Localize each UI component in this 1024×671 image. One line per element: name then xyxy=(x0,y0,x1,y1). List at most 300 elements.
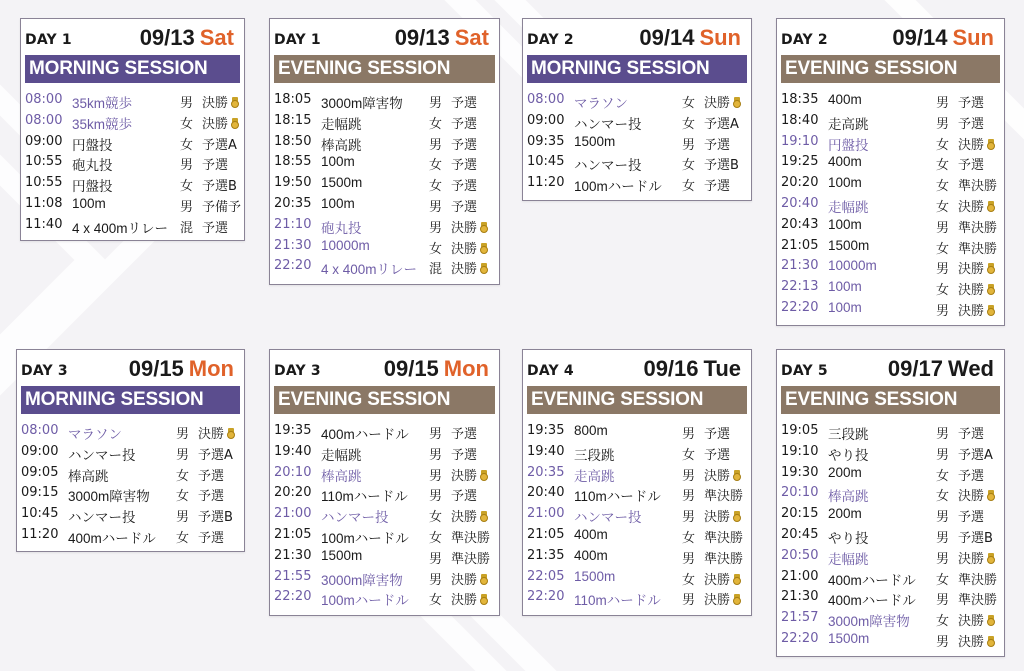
schedule-card-day4-evening xyxy=(522,349,752,616)
gold-medal-icon xyxy=(986,263,996,275)
event-round xyxy=(198,465,224,484)
event-time: 10:55 xyxy=(25,175,63,191)
session-banner: MORNING SESSION xyxy=(25,55,240,83)
event-round-text: 決勝 xyxy=(958,489,985,505)
schedule-card-day2-evening xyxy=(776,18,1005,326)
event-row xyxy=(523,131,751,152)
event-round xyxy=(958,92,984,111)
event-gender: 女 xyxy=(936,199,950,215)
event-row xyxy=(270,235,499,256)
event-round-text: 予選 xyxy=(958,427,985,442)
event-round-text: 準決勝 xyxy=(958,241,998,257)
event-gender: 男 xyxy=(936,447,950,463)
event-time: 20:10 xyxy=(274,464,312,480)
event-name: やり投 xyxy=(828,530,869,546)
event-row xyxy=(17,503,244,524)
event-gender: 男 xyxy=(429,468,443,484)
gold-medal-icon xyxy=(479,222,489,234)
event-row xyxy=(777,172,1004,193)
schedule-card-day5-evening xyxy=(776,349,1005,657)
event-round-text: 予選 xyxy=(958,510,985,526)
event-round-text: 準決勝 xyxy=(958,220,998,236)
event-time: 19:05 xyxy=(781,423,819,438)
event-gender: 男 xyxy=(180,158,194,174)
event-list xyxy=(21,83,244,235)
event-name: ハンマー投 xyxy=(68,510,136,526)
event-time: 09:15 xyxy=(21,485,59,501)
event-time: 08:00 xyxy=(21,423,59,438)
event-gender: 女 xyxy=(429,158,443,174)
event-time: 19:30 xyxy=(781,464,819,480)
day-label: DAY 4 xyxy=(527,363,574,379)
event-round-text: 準決勝 xyxy=(451,551,491,567)
event-row xyxy=(523,420,751,441)
event-round xyxy=(704,154,739,173)
event-row xyxy=(523,441,751,462)
event-round xyxy=(451,113,477,132)
event-round xyxy=(202,113,240,132)
date-text: 09/16 xyxy=(643,356,699,381)
event-row xyxy=(523,524,751,545)
session-banner: EVENING SESSION xyxy=(781,55,1000,83)
event-name: 400mハードル xyxy=(321,427,409,442)
event-round xyxy=(958,113,984,132)
event-row xyxy=(270,482,499,503)
event-round-text: 決勝 xyxy=(704,96,731,111)
weekday-text: Wed xyxy=(947,356,994,381)
event-time: 22:20 xyxy=(274,258,312,274)
event-name: 1500m xyxy=(321,175,363,191)
weekday-text: Sat xyxy=(454,25,489,50)
event-round xyxy=(704,506,742,525)
event-name: 砲丸投 xyxy=(321,220,362,236)
event-name: マラソン xyxy=(68,427,122,442)
event-name: 100m xyxy=(828,216,862,232)
event-row xyxy=(270,89,499,110)
event-round-text: 予選A xyxy=(704,116,739,132)
event-time: 22:20 xyxy=(781,299,819,315)
event-row xyxy=(17,441,244,462)
event-row xyxy=(270,503,499,524)
event-name: 35km競歩 xyxy=(72,96,133,111)
event-time: 19:35 xyxy=(274,423,312,438)
event-time: 20:45 xyxy=(781,526,819,542)
gold-medal-icon xyxy=(230,97,240,109)
event-list xyxy=(523,414,751,607)
event-name: ハンマー投 xyxy=(574,116,642,132)
day-label: DAY 5 xyxy=(781,363,828,379)
event-round xyxy=(451,569,489,588)
event-round-text: 準決勝 xyxy=(958,593,998,609)
gold-medal-icon xyxy=(986,139,996,151)
event-row xyxy=(777,235,1004,256)
event-round-text: 予選 xyxy=(451,158,478,174)
event-time: 20:10 xyxy=(781,485,819,501)
event-gender: 男 xyxy=(429,572,443,588)
event-time: 18:35 xyxy=(781,92,819,107)
event-name: 走幅跳 xyxy=(828,551,869,567)
event-gender: 女 xyxy=(429,593,443,609)
event-list xyxy=(270,83,499,276)
event-gender: 女 xyxy=(682,116,696,132)
event-time: 20:20 xyxy=(781,175,819,191)
event-time: 21:00 xyxy=(274,506,312,522)
event-time: 21:30 xyxy=(781,258,819,274)
gold-medal-icon xyxy=(479,511,489,523)
event-round xyxy=(958,134,996,153)
event-round xyxy=(704,175,730,194)
card-header xyxy=(777,350,1004,386)
event-name: 円盤投 xyxy=(72,179,113,195)
event-time: 19:50 xyxy=(274,175,312,191)
event-name: 1500m xyxy=(574,568,616,584)
event-row xyxy=(270,255,499,276)
gold-medal-icon xyxy=(732,470,742,482)
event-name: 10000m xyxy=(321,237,370,253)
event-round xyxy=(958,175,997,194)
event-name: 走幅跳 xyxy=(321,447,362,463)
session-banner: EVENING SESSION xyxy=(527,386,747,414)
event-name: 200m xyxy=(828,464,862,480)
event-round xyxy=(451,175,477,194)
event-time: 19:10 xyxy=(781,443,819,459)
event-round-text: 予選 xyxy=(198,468,225,484)
event-round xyxy=(704,569,742,588)
event-round xyxy=(704,92,742,111)
event-gender: 男 xyxy=(176,510,190,526)
event-round-text: 予選A xyxy=(198,447,233,463)
event-round xyxy=(958,258,996,277)
event-time: 18:15 xyxy=(274,112,312,128)
event-round-text: 決勝 xyxy=(451,572,478,588)
event-name: 110mハードル xyxy=(574,593,661,609)
event-round-text: 決勝 xyxy=(704,593,731,609)
event-gender: 混 xyxy=(180,220,194,236)
event-row xyxy=(17,524,244,545)
event-round-text: 決勝 xyxy=(704,572,731,588)
date-label xyxy=(384,356,489,382)
event-gender: 男 xyxy=(936,96,950,111)
gold-medal-icon xyxy=(230,118,240,130)
event-gender: 男 xyxy=(936,262,950,278)
event-time: 19:10 xyxy=(781,133,819,149)
gold-medal-icon xyxy=(479,243,489,255)
event-gender: 女 xyxy=(682,572,696,588)
event-row xyxy=(523,503,751,524)
event-name: 200m xyxy=(828,506,862,522)
event-round xyxy=(958,423,984,442)
event-round xyxy=(198,444,233,463)
event-gender: 女 xyxy=(180,116,194,132)
event-row xyxy=(270,524,499,545)
session-banner: MORNING SESSION xyxy=(527,55,747,83)
event-name: 3000m障害物 xyxy=(321,572,403,588)
event-row xyxy=(523,545,751,566)
event-round xyxy=(202,92,240,111)
event-round-text: 決勝 xyxy=(704,510,731,526)
event-round xyxy=(958,527,993,546)
event-name: 棒高跳 xyxy=(828,489,869,505)
event-time: 19:35 xyxy=(527,423,565,438)
event-time: 19:40 xyxy=(527,443,565,459)
event-round xyxy=(451,238,489,257)
card-header xyxy=(523,19,751,55)
event-row xyxy=(777,607,1004,628)
card-header xyxy=(523,350,751,386)
date-label xyxy=(129,356,234,382)
event-gender: 女 xyxy=(682,96,696,111)
event-time: 18:55 xyxy=(274,154,312,170)
event-round xyxy=(958,154,984,173)
event-name: 1500m xyxy=(321,547,363,563)
event-round xyxy=(451,465,489,484)
event-round xyxy=(451,506,489,525)
event-name: ハンマー投 xyxy=(574,158,642,174)
date-text: 09/13 xyxy=(394,25,450,50)
event-name: 800m xyxy=(574,423,608,438)
event-row xyxy=(270,545,499,566)
event-gender: 女 xyxy=(936,241,950,257)
event-name: 円盤投 xyxy=(72,137,113,153)
weekday-text: Sun xyxy=(952,25,994,50)
event-row xyxy=(777,441,1004,462)
date-text: 09/15 xyxy=(128,356,184,381)
event-row xyxy=(777,297,1004,318)
event-gender: 男 xyxy=(180,96,194,111)
event-name: マラソン xyxy=(574,96,628,111)
day-label: DAY 3 xyxy=(21,363,68,379)
event-row xyxy=(523,172,751,193)
event-round xyxy=(704,444,730,463)
schedule-card-day1-morning xyxy=(20,18,245,241)
event-round-text: 予選A xyxy=(202,137,237,153)
event-gender: 女 xyxy=(682,447,696,463)
event-row xyxy=(21,214,244,235)
event-name: 走高跳 xyxy=(828,116,869,132)
event-time: 21:05 xyxy=(527,526,565,542)
event-round-text: 予選 xyxy=(198,530,225,546)
event-round-text: 決勝 xyxy=(202,96,229,111)
event-gender: 男 xyxy=(936,634,950,650)
event-name: 400m xyxy=(828,154,862,170)
event-gender: 男 xyxy=(682,137,696,153)
event-round xyxy=(202,134,237,153)
event-round xyxy=(202,217,228,236)
event-time: 22:20 xyxy=(781,630,819,646)
event-round-text: 決勝 xyxy=(704,468,731,484)
event-row xyxy=(777,524,1004,545)
event-gender: 男 xyxy=(682,489,696,505)
event-name: 三段跳 xyxy=(828,427,869,442)
event-time: 09:00 xyxy=(21,443,59,459)
event-gender: 女 xyxy=(429,241,443,257)
event-round-text: 予備予 xyxy=(202,199,242,215)
event-name: 三段跳 xyxy=(574,447,615,463)
event-row xyxy=(270,110,499,131)
event-time: 22:20 xyxy=(274,589,312,605)
session-banner: EVENING SESSION xyxy=(274,55,495,83)
event-row xyxy=(21,193,244,214)
card-header xyxy=(21,19,244,55)
event-name: 走幅跳 xyxy=(828,199,869,215)
event-round-text: 決勝 xyxy=(451,593,478,609)
event-round-text: 決勝 xyxy=(198,427,225,442)
gold-medal-icon xyxy=(732,594,742,606)
event-round-text: 決勝 xyxy=(958,262,985,278)
event-name: 棒高跳 xyxy=(321,468,362,484)
event-round xyxy=(704,548,743,567)
event-row xyxy=(777,151,1004,172)
schedule-card-day3-evening xyxy=(269,349,500,616)
day-label: DAY 1 xyxy=(25,32,72,48)
event-name: 100m xyxy=(321,154,355,170)
gold-medal-icon xyxy=(986,490,996,502)
event-round xyxy=(202,175,237,194)
gold-medal-icon xyxy=(479,574,489,586)
event-round-text: 決勝 xyxy=(958,137,985,153)
event-round-text: 予選 xyxy=(704,179,731,195)
event-name: 400mハードル xyxy=(828,572,916,588)
event-round xyxy=(958,631,996,650)
event-round-text: 予選 xyxy=(451,427,478,442)
event-row xyxy=(21,172,244,193)
event-gender: 男 xyxy=(429,489,443,505)
event-gender: 女 xyxy=(429,510,443,526)
event-round xyxy=(958,217,997,236)
event-time: 20:35 xyxy=(527,464,565,480)
event-name: 100m xyxy=(321,195,355,211)
day-label: DAY 2 xyxy=(781,32,828,48)
event-row xyxy=(777,420,1004,441)
event-gender: 男 xyxy=(936,220,950,236)
event-row xyxy=(270,566,499,587)
event-name: 10000m xyxy=(828,258,877,274)
event-round xyxy=(451,196,477,215)
event-row xyxy=(777,586,1004,607)
event-round xyxy=(704,589,742,608)
event-list xyxy=(523,83,751,193)
event-round xyxy=(704,423,730,442)
event-round-text: 決勝 xyxy=(451,262,478,278)
event-time: 21:00 xyxy=(781,568,819,584)
event-row xyxy=(777,628,1004,649)
date-label xyxy=(140,25,234,51)
event-name: 1500m xyxy=(828,237,870,253)
event-row xyxy=(777,255,1004,276)
event-gender: 女 xyxy=(180,137,194,153)
event-time: 18:40 xyxy=(781,112,819,128)
event-time: 21:10 xyxy=(274,216,312,232)
event-round xyxy=(451,444,477,463)
event-time: 11:08 xyxy=(25,195,63,211)
event-row xyxy=(777,462,1004,483)
event-name: ハンマー投 xyxy=(68,447,136,463)
weekday-text: Mon xyxy=(443,356,489,381)
event-time: 09:35 xyxy=(527,133,565,149)
event-time: 20:20 xyxy=(274,485,312,501)
event-round xyxy=(958,465,984,484)
event-gender: 女 xyxy=(682,179,696,195)
event-row xyxy=(17,462,244,483)
date-label xyxy=(395,25,489,51)
event-row xyxy=(270,462,499,483)
event-time: 09:05 xyxy=(21,464,59,480)
event-time: 20:43 xyxy=(781,216,819,232)
event-round xyxy=(958,506,984,525)
event-time: 20:40 xyxy=(527,485,565,501)
event-time: 11:20 xyxy=(527,175,565,191)
event-round-text: 予選B xyxy=(202,179,237,195)
event-time: 21:30 xyxy=(781,589,819,605)
event-round-text: 決勝 xyxy=(958,303,985,319)
event-row xyxy=(523,566,751,587)
event-time: 20:35 xyxy=(274,195,312,211)
event-name: 400mハードル xyxy=(828,593,916,609)
event-name: 100mハードル xyxy=(321,593,409,609)
event-time: 22:05 xyxy=(527,568,565,584)
event-round-text: 準決勝 xyxy=(958,572,998,588)
event-gender: 女 xyxy=(180,179,194,195)
gold-medal-icon xyxy=(226,428,236,440)
event-row xyxy=(270,441,499,462)
event-row xyxy=(523,110,751,131)
event-round xyxy=(451,154,477,173)
event-gender: 男 xyxy=(176,427,190,442)
event-round-text: 予選 xyxy=(704,427,731,442)
event-round xyxy=(451,527,490,546)
day-label: DAY 2 xyxy=(527,32,574,48)
event-name: 110mハードル xyxy=(321,489,408,505)
event-gender: 男 xyxy=(180,199,194,215)
date-text: 09/14 xyxy=(639,25,695,50)
event-round-text: 予選 xyxy=(451,489,478,505)
event-list xyxy=(17,414,244,545)
event-gender: 男 xyxy=(682,551,696,567)
event-round-text: 決勝 xyxy=(451,468,478,484)
card-header xyxy=(270,19,499,55)
event-row xyxy=(523,462,751,483)
date-label xyxy=(888,356,994,382)
gold-medal-icon xyxy=(732,511,742,523)
date-text: 09/15 xyxy=(383,356,439,381)
event-gender: 男 xyxy=(429,137,443,153)
event-gender: 男 xyxy=(936,427,950,442)
event-row xyxy=(21,151,244,172)
day-label: DAY 1 xyxy=(274,32,321,48)
event-round xyxy=(198,485,224,504)
event-gender: 男 xyxy=(682,510,696,526)
event-time: 18:05 xyxy=(274,92,312,107)
event-row xyxy=(270,214,499,235)
event-name: 400m xyxy=(574,547,608,563)
event-gender: 男 xyxy=(682,593,696,609)
event-time: 20:40 xyxy=(781,195,819,211)
event-row xyxy=(270,420,499,441)
event-round xyxy=(958,300,996,319)
card-header xyxy=(17,350,244,386)
event-row xyxy=(270,131,499,152)
session-banner: EVENING SESSION xyxy=(781,386,1000,414)
event-gender: 男 xyxy=(429,220,443,236)
event-time: 19:25 xyxy=(781,154,819,170)
event-gender: 女 xyxy=(176,489,190,505)
gold-medal-icon xyxy=(986,636,996,648)
event-round-text: 予選 xyxy=(958,468,985,484)
event-round xyxy=(451,134,477,153)
event-time: 10:45 xyxy=(527,154,565,170)
event-name: 棒高跳 xyxy=(68,468,109,484)
gold-medal-icon xyxy=(732,574,742,586)
